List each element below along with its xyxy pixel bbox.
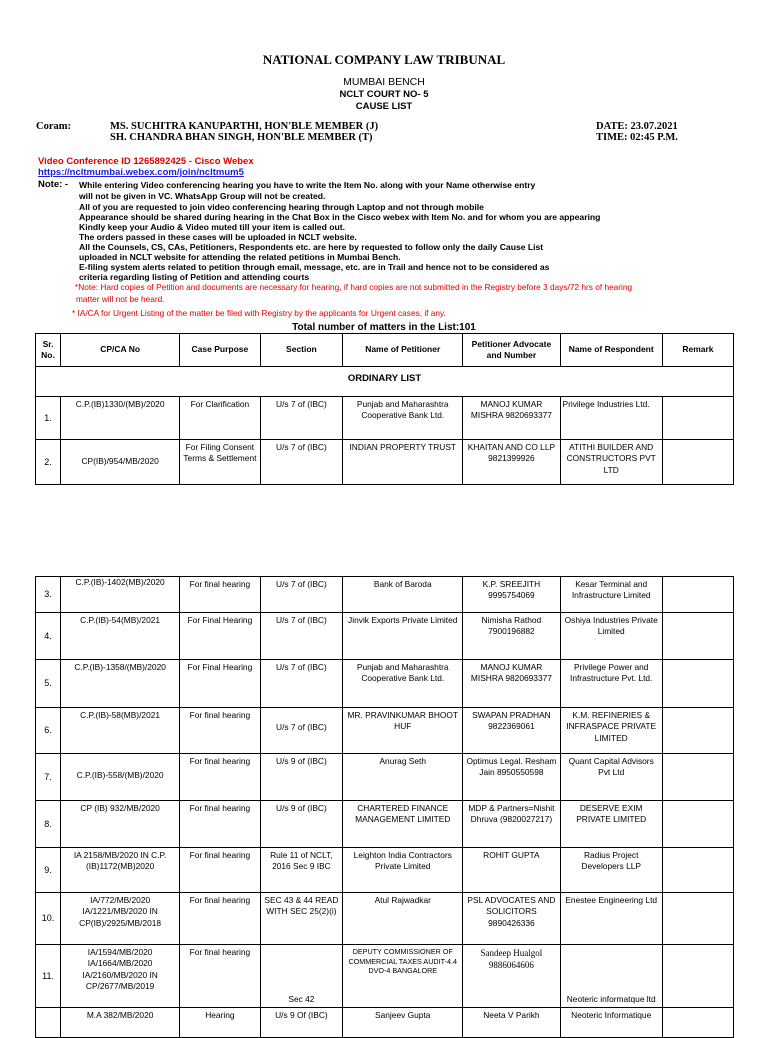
hearing-date: DATE: 23.07.2021 bbox=[596, 121, 678, 132]
header-cp-ca-no: CP/CA No bbox=[61, 334, 180, 367]
cause-list-table-continued bbox=[35, 576, 734, 1038]
table-row bbox=[36, 660, 734, 708]
hard-copy-note: *Note: Hard copies of Petition and documents are necessary for hearing, if hard copies are not submitted in the Registry before 3 days/72 hrs of hearing bbox=[75, 282, 633, 292]
coram-member-2: SH. CHANDRA BHAN SINGH, HON'BLE MEMBER (T) bbox=[110, 132, 373, 143]
ordinary-list-heading: ORDINARY LIST bbox=[36, 367, 734, 397]
respondent: K.M. REFINERIES & INFRASPACE PRIVATE LIMITED bbox=[560, 708, 662, 754]
petitioner: Punjab and Maharashtra Cooperative Bank Ltd. bbox=[343, 396, 463, 439]
case-purpose: For final hearing bbox=[180, 577, 260, 613]
note-line: While entering Video conferencing hearing you have to write the Item No. along with your Name otherwise entry bbox=[79, 180, 536, 190]
note-line: criteria regarding listing of Petition and attending courts bbox=[79, 272, 310, 282]
petitioner: INDIAN PROPERTY TRUST bbox=[343, 439, 463, 484]
remark bbox=[662, 660, 733, 708]
cause-list-heading: CAUSE LIST bbox=[355, 101, 413, 112]
section: U/s 9 of (IBC) bbox=[260, 801, 343, 848]
case-purpose: For final hearing bbox=[180, 708, 260, 754]
remark bbox=[662, 754, 733, 801]
petitioner: MR. PRAVINKUMAR BHOOT HUF bbox=[343, 708, 463, 754]
petitioner: Punjab and Maharashtra Cooperative Bank Ltd. bbox=[343, 660, 463, 708]
cp-no: IA/772/MB/2020 IA/1221/MB/2020 IN CP(IB)/2925/MB/2018 bbox=[61, 893, 180, 945]
respondent: Quant Capital Advisors Pvt Ltd bbox=[560, 754, 662, 801]
case-purpose: For Final Hearing bbox=[180, 613, 260, 660]
hard-copy-note-cont: matter will not be heard. bbox=[76, 294, 165, 304]
case-purpose: For final hearing bbox=[180, 754, 260, 801]
cp-no: CP (IB) 932/MB/2020 bbox=[61, 801, 180, 848]
header-sr-no: Sr. No. bbox=[36, 334, 61, 367]
respondent: Radius Project Developers LLP bbox=[560, 848, 662, 893]
section: U/s 7 of (IBC) bbox=[260, 396, 343, 439]
respondent: Neoteric Informatique bbox=[560, 1008, 662, 1038]
petitioner: Leighton India Contractors Private Limited bbox=[343, 848, 463, 893]
header-remark: Remark bbox=[662, 334, 733, 367]
hearing-time: TIME: 02:45 P.M. bbox=[596, 132, 678, 143]
table-row bbox=[36, 613, 734, 660]
respondent: Kesar Terminal and Infrastructure Limited bbox=[560, 577, 662, 613]
petitioner: DEPUTY COMMISSIONER OF COMMERCIAL TAXES AUDIT-4.4 DVO-4 BANGALORE bbox=[343, 945, 463, 1008]
petitioner: Atul Rajwadkar bbox=[343, 893, 463, 945]
remark bbox=[662, 613, 733, 660]
advocate: Nimisha Rathod 7900196882 bbox=[463, 613, 560, 660]
sr-no: 4. bbox=[36, 613, 61, 660]
note-line: All of you are requested to join video conferencing hearing through Laptop and not through mobile bbox=[79, 202, 484, 212]
sr-no: 3. bbox=[36, 577, 61, 613]
cp-no: C.P.(IB)-1358/(MB)/2020 bbox=[61, 660, 180, 708]
cp-no: C.P.(IB)-558/(MB)/2020 bbox=[61, 754, 180, 801]
sr-no: 6. bbox=[36, 708, 61, 754]
sr-no: 2. bbox=[36, 439, 61, 484]
note-line: E-filing system alerts related to petition through email, message, etc. are in Trail and hence not to be considered as bbox=[79, 262, 550, 272]
sr-no bbox=[36, 1008, 61, 1038]
case-purpose: For final hearing bbox=[180, 801, 260, 848]
respondent: Enestee Engineering Ltd bbox=[560, 893, 662, 945]
advocate: SWAPAN PRADHAN 9822369061 bbox=[463, 708, 560, 754]
section: U/s 7 of (IBC) bbox=[260, 660, 343, 708]
section: U/s 9 Of (IBC) bbox=[260, 1008, 343, 1038]
sr-no: 5. bbox=[36, 660, 61, 708]
sr-no: 9. bbox=[36, 848, 61, 893]
respondent: Privilege Power and Infrastructure Pvt. Ltd. bbox=[560, 660, 662, 708]
header-case-purpose: Case Purpose bbox=[180, 334, 260, 367]
table-row bbox=[36, 1008, 734, 1038]
sr-no: 1. bbox=[36, 396, 61, 439]
case-purpose: Hearing bbox=[180, 1008, 260, 1038]
sr-no: 8. bbox=[36, 801, 61, 848]
cp-no: C.P.(IB)-54(MB)/2021 bbox=[61, 613, 180, 660]
advocate: PSL ADVOCATES AND SOLICITORS 9890426336 bbox=[463, 893, 560, 945]
sr-no: 10. bbox=[36, 893, 61, 945]
section: U/s 7 of (IBC) bbox=[260, 708, 343, 754]
table-row bbox=[36, 439, 734, 484]
respondent: ATITHI BUILDER AND CONSTRUCTORS PVT LTD bbox=[560, 439, 662, 484]
respondent: Neoteric informatque ltd bbox=[560, 945, 662, 1008]
petitioner: Sanjeev Gupta bbox=[343, 1008, 463, 1038]
remark bbox=[662, 945, 733, 1008]
cp-no: IA/1594/MB/2020 IA/1664/MB/2020 IA/2160/MB/2020 IN CP/2677/MB/2019 bbox=[61, 945, 180, 1008]
remark bbox=[662, 396, 733, 439]
sr-no: 11. bbox=[36, 945, 61, 1008]
table-row bbox=[36, 945, 734, 1008]
advocate: MDP & Partners=Nishit Dhruva (9820027217) bbox=[463, 801, 560, 848]
case-purpose: For Clarification bbox=[180, 396, 260, 439]
case-purpose: For final hearing bbox=[180, 893, 260, 945]
court-number: NCLT COURT NO- 5 bbox=[339, 89, 429, 100]
note-line: uploaded in NCLT website for attending the related petitions in Mumbai Bench. bbox=[79, 252, 401, 262]
section: SEC 43 & 44 READ WITH SEC 25(2)(i) bbox=[260, 893, 343, 945]
section: U/s 7 of (IBC) bbox=[260, 577, 343, 613]
respondent: Privilege Industries Ltd. bbox=[560, 396, 662, 439]
cp-no: C.P.(IB)-1402(MB)/2020 bbox=[61, 577, 180, 613]
urgent-listing-note: * IA/CA for Urgent Listing of the matter be filed with Registry by the applicants for Urgent cases, if any. bbox=[72, 308, 446, 318]
cp-no: C.P.(IB)1330/(MB)/2020 bbox=[61, 396, 180, 439]
petitioner: CHARTERED FINANCE MANAGEMENT LIMITED bbox=[343, 801, 463, 848]
video-conference-id: Video Conference ID 1265892425 - Cisco Webex bbox=[38, 156, 254, 167]
table-row bbox=[36, 577, 734, 613]
table-row bbox=[36, 848, 734, 893]
coram-member-1: MS. SUCHITRA KANUPARTHI, HON'BLE MEMBER (J) bbox=[110, 121, 379, 132]
cp-no: IA 2158/MB/2020 IN C.P. (IB)1172(MB)2020 bbox=[61, 848, 180, 893]
coram-label: Coram: bbox=[36, 121, 71, 132]
advocate: K.P. SREEJITH 9995754069 bbox=[463, 577, 560, 613]
remark bbox=[662, 708, 733, 754]
header-advocate: Petitioner Advocate and Number bbox=[463, 334, 560, 367]
advocate: KHAITAN AND CO LLP 9821399926 bbox=[463, 439, 560, 484]
sr-no: 7. bbox=[36, 754, 61, 801]
cp-no: CP(IB)/954/MB/2020 bbox=[61, 439, 180, 484]
petitioner: Jinvik Exports Private Limited bbox=[343, 613, 463, 660]
case-purpose: For final hearing bbox=[180, 945, 260, 1008]
section: U/s 9 of (IBC) bbox=[260, 754, 343, 801]
case-purpose: For final hearing bbox=[180, 848, 260, 893]
remark bbox=[662, 893, 733, 945]
remark bbox=[662, 1008, 733, 1038]
advocate: ROHIT GUPTA bbox=[463, 848, 560, 893]
case-purpose: For Final Hearing bbox=[180, 660, 260, 708]
table-row bbox=[36, 754, 734, 801]
table-row bbox=[36, 396, 734, 439]
total-matters: Total number of matters in the List:101 bbox=[292, 322, 476, 333]
petitioner: Bank of Baroda bbox=[343, 577, 463, 613]
webex-link[interactable]: https://ncltmumbai.webex.com/join/ncltmum5 bbox=[38, 167, 244, 178]
remark bbox=[662, 577, 733, 613]
section: U/s 7 of (IBC) bbox=[260, 613, 343, 660]
cause-list-table bbox=[35, 333, 734, 485]
note-line: All the Counsels, CS, CAs, Petitioners, Respondents etc. are here by requested to follow only the daily Cause List bbox=[79, 242, 544, 252]
note-line: The orders passed in these cases will be uploaded in NCLT website. bbox=[79, 232, 357, 242]
respondent: Oshiya Industries Private Limited bbox=[560, 613, 662, 660]
table-row bbox=[36, 893, 734, 945]
table-header-row bbox=[36, 334, 734, 367]
section: U/s 7 of (IBC) bbox=[260, 439, 343, 484]
cp-no: C.P.(IB)-58(MB)/2021 bbox=[61, 708, 180, 754]
petitioner: Anurag Seth bbox=[343, 754, 463, 801]
header-petitioner: Name of Petitioner bbox=[343, 334, 463, 367]
note-line: will not be given in VC. WhatsApp Group will not be created. bbox=[79, 191, 326, 201]
cp-no: M.A 382/MB/2020 bbox=[61, 1008, 180, 1038]
case-purpose: For Filing Consent Terms & Settlement bbox=[180, 439, 260, 484]
advocate: Neeta V Parikh bbox=[463, 1008, 560, 1038]
note-line: Kindly keep your Audio & Video muted till your item is called out. bbox=[79, 222, 345, 232]
remark bbox=[662, 848, 733, 893]
section: Rule 11 of NCLT, 2016 Sec 9 IBC bbox=[260, 848, 343, 893]
advocate: Optimus Legal. Resham Jain 8950550598 bbox=[463, 754, 560, 801]
advocate: Sandeep Hualgol 9886064606 bbox=[463, 945, 560, 1008]
bench-name: MUMBAI BENCH bbox=[343, 76, 425, 88]
remark bbox=[662, 439, 733, 484]
header-section: Section bbox=[260, 334, 343, 367]
header-respondent: Name of Respondent bbox=[560, 334, 662, 367]
respondent: DESERVE EXIM PRIVATE LIMITED bbox=[560, 801, 662, 848]
remark bbox=[662, 801, 733, 848]
table-row bbox=[36, 708, 734, 754]
note-label: Note: - bbox=[38, 179, 69, 190]
table-row bbox=[36, 801, 734, 848]
section: Sec 42 bbox=[260, 945, 343, 1008]
tribunal-title: NATIONAL COMPANY LAW TRIBUNAL bbox=[262, 52, 506, 67]
advocate: MANOJ KUMAR MISHRA 9820693377 bbox=[463, 396, 560, 439]
advocate: MANOJ KUMAR MISHRA 9820693377 bbox=[463, 660, 560, 708]
note-line: Appearance should be shared during hearing in the Chat Box in the Cisco webex with Item No. and for whom you are appearing bbox=[79, 212, 601, 222]
